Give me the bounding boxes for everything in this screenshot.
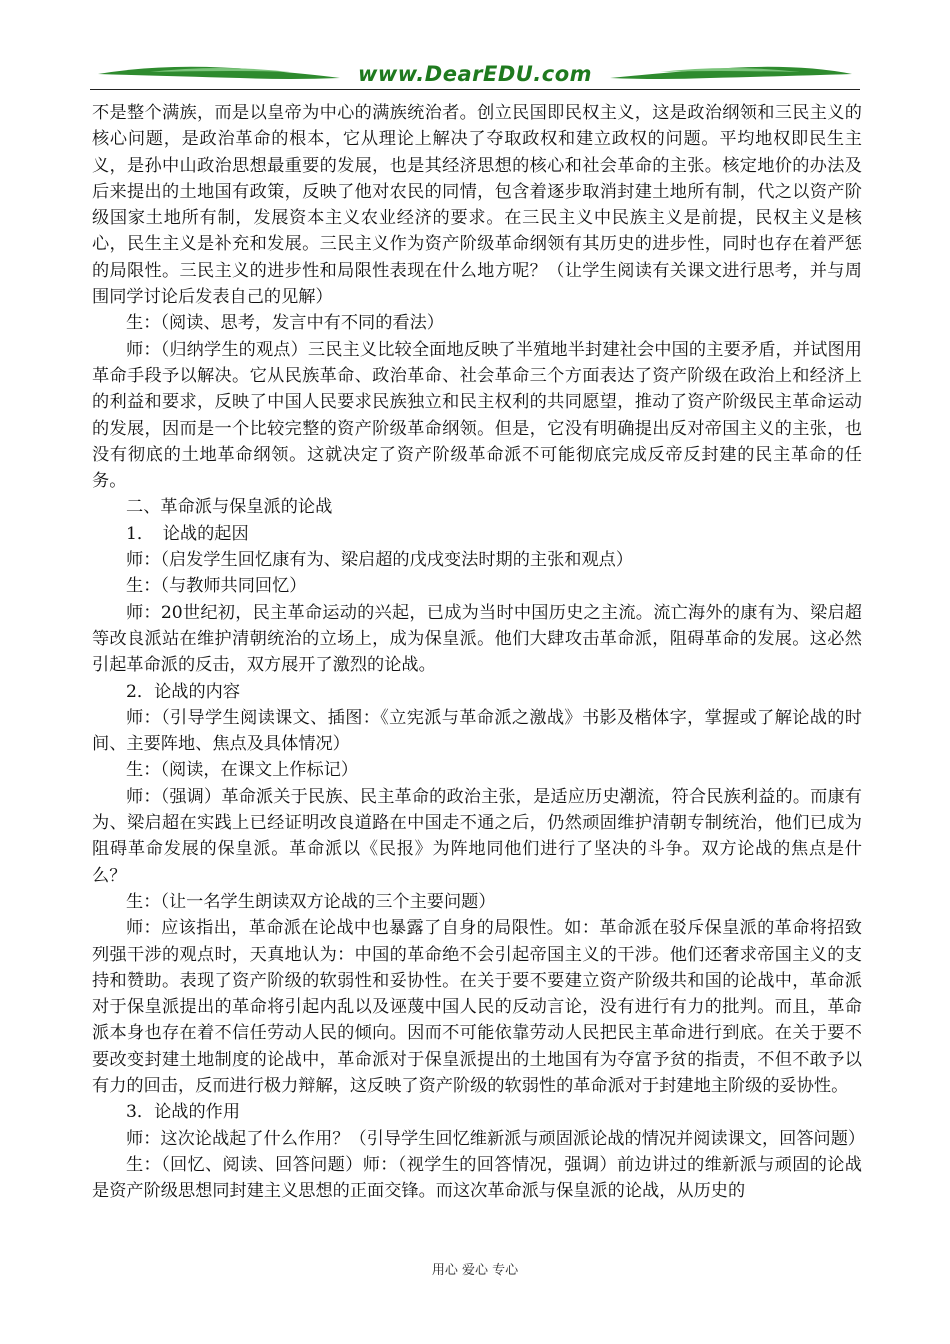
section-heading: 二、革命派与保皇派的论战 [126, 497, 333, 518]
subsection-heading: 2．论战的内容 [126, 681, 241, 702]
paragraph: 师：应该指出，革命派在论战中也暴露了自身的局限性。如：革命派在驳斥保皇派的革命将招致列强干涉的观点时，天真地认为：中国的革命绝不会引起帝国主义的干涉。他们还奢求帝国主义的支持和赞助。表现了资产阶级的软弱性和妥协性。在关于要不要建立资产阶级共和国的论战中，革命派对于保皇派提出的革命将引起内乱以及诬蔑中国人民的反动言论，没有进行有力的批判。而且，革命派本身也存在着不信任劳动人民的倾向。因而不可能依靠劳动人民把民主革命进行到底。在关于要不要改变封建土地制度的论战中，革命派对于保皇派提出的土地国有为夺富予贫的指责，不但不敢予以有力的回击，反而进行极力辩解，这反映了资产阶级的软弱性的革命派对于封建地主阶级的妥协性。 [92, 918, 862, 1096]
paragraph: 生：（阅读、思考，发言中有不同的看法） [126, 313, 444, 334]
subsection-heading: 3．论战的作用 [126, 1102, 241, 1123]
paragraph: 生：（让一名学生朗读双方论战的三个主要问题） [126, 891, 496, 912]
paragraph: 生：（阅读，在课文上作标记） [126, 760, 359, 781]
paragraph: 生：（回忆、阅读、回答问题）师：（视学生的回答情况，强调）前边讲过的维新派与顽固的论战是资产阶级思想同封建主义思想的正面交锋。而这次革命派与保皇派的论战，从历史的 [92, 1154, 862, 1202]
paragraph: 师：这次论战起了什么作用？（引导学生回忆维新派与顽固派论战的情况并阅读课文，回答问题） [126, 1128, 866, 1149]
site-header-banner [90, 58, 860, 92]
paragraph: 生：（与教师共同回忆） [126, 576, 307, 597]
paragraph: 师：（归纳学生的观点）三民主义比较全面地反映了半殖地半封建社会中国的主要矛盾，并试图用革命手段予以解决。它从民族革命、政治革命、社会革命三个方面表达了资产阶级在政治上和经济上的利益和要求，反映了中国人民要求民族独立和民主权利的共同愿望，推动了资产阶级民主革命运动的发展，因而是一个比较完整的资产阶级革命纲领。但是，它没有明确提出反对帝国主义的主张，也没有彻底的土地革命纲领。这就决定了资产阶级革命派不可能彻底完成反帝反封建的民主革命的任务。 [92, 339, 862, 492]
page-footer: 用心 爱心 专心 [431, 1263, 519, 1278]
paragraph: 不是整个满族，而是以皇帝为中心的满族统治者。创立民国即民权主义，这是政治纲领和三民主义的核心问题，是政治革命的根本，它从理论上解决了夺取政权和建立政权的问题。平均地权即民生主义，是孙中山政治思想最重要的发展，也是其经济思想的核心和社会革命的主张。核定地价的办法及后来提出的土地国有政策，反映了他对农民的同情，包含着逐步取消封建土地所有制，代之以资产阶级国家土地所有制，发展资本主义农业经济的要求。在三民主义中民族主义是前提，民权主义是核心，民生主义是补充和发展。三民主义作为资产阶级革命纲领有其历史的进步性，同时也存在着严惩的局限性。三民主义的进步性和局限性表现在什么地方呢？（让学生阅读有关课文进行思考，并与周围同学讨论后发表自己的见解） [92, 103, 862, 308]
paragraph: 师：（引导学生阅读课文、插图：《立宪派与革命派之激战》书影及楷体字，掌握或了解论战的时间、主要阵地、焦点及具体情况） [92, 707, 862, 755]
site-logo-text[interactable]: www.DearEDU.com [357, 62, 593, 86]
subsection-heading: 1． 论战的起因 [126, 523, 249, 544]
paragraph: 师：（启发学生回忆康有为、梁启超的戊戌变法时期的主张和观点） [126, 550, 634, 571]
paragraph: 师：（强调）革命派关于民族、民主革命的政治主张，是适应历史潮流，符合民族利益的。而康有为、梁启超在实践上已经证明改良道路在中国走不通之后，仍然顽固维护清朝专制统治，他们已成为阻碍革命发展的保皇派。革命派以《民报》为阵地同他们进行了坚决的斗争。双方论战的焦点是什么？ [92, 786, 862, 886]
paragraph: 师：20世纪初，民主革命运动的兴起，已成为当时中国历史之主流。流亡海外的康有为、梁启超等改良派站在维护清朝统治的立场上，成为保皇派。他们大肆攻击革命派，阻碍革命的发展。这必然引起革命派的反击，双方展开了激烈的论战。 [92, 602, 862, 676]
header-divider [90, 89, 860, 90]
article-body [92, 100, 866, 1204]
